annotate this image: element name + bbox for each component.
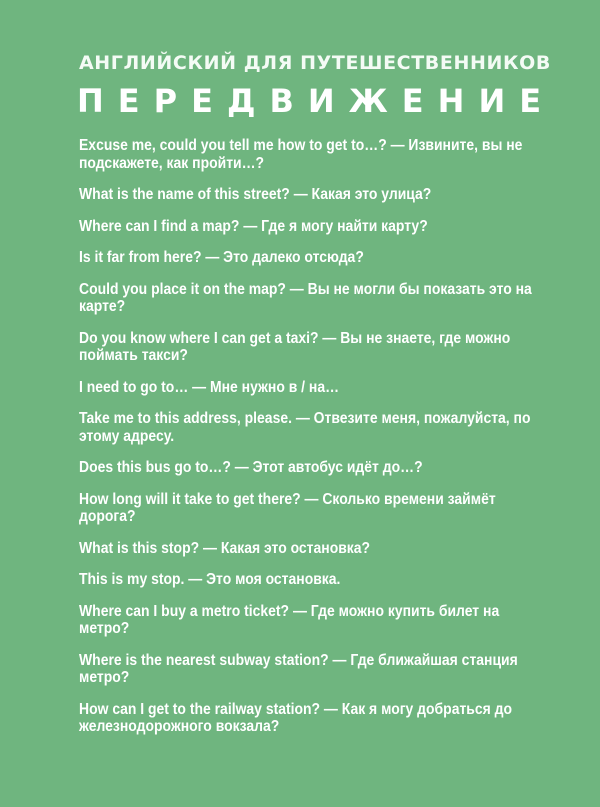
phrase-list — [79, 137, 560, 736]
page-title: ПЕРЕДВИЖЕНИЕ — [77, 82, 556, 120]
phrase-item: Do you know where I can get a taxi? — Вы не знаете, где можно поймать такси? — [79, 329, 511, 364]
phrase-item: Take me to this address, please. — Отвезите меня, пожалуйста, по этому адресу. — [79, 410, 531, 445]
phrase-item: How can I get to the railway station? — Как я могу добраться до железнодорожного вокзала? — [79, 700, 513, 735]
phrase-item: Where can I buy a metro ticket? — Где можно купить билет на метро? — [79, 602, 500, 637]
page-subtitle: АНГЛИЙСКИЙ ДЛЯ ПУТЕШЕСТВЕННИКОВ — [79, 52, 551, 74]
phrase-item: Is it far from here? — Это далеко отсюда? — [79, 249, 364, 266]
phrase-item: I need to go to… — Мне нужно в / на… — [79, 378, 340, 396]
phrase-item: Where can I find a map? — Где я могу найти карту? — [79, 217, 428, 235]
phrase-item: This is my stop. — Это моя остановка. — [79, 571, 341, 588]
phrase-item: What is the name of this street? — Какая это улица? — [79, 186, 432, 203]
phrase-item: Where is the nearest subway station? — Где ближайшая станция метро? — [79, 651, 518, 686]
phrase-item: What is this stop? — Какая это остановка? — [79, 539, 371, 557]
phrase-item: Could you place it on the map? — Вы не могли бы показать это на карте? — [79, 280, 532, 315]
phrase-item: How long will it take to get there? — Сколько времени займёт дорога? — [79, 490, 496, 525]
phrase-item: Does this bus go to…? — Этот автобус идёт до…? — [79, 459, 423, 476]
phrase-item: Excuse me, could you tell me how to get to…? — Извините, вы не подскажете, как пройти…? — [79, 137, 523, 172]
